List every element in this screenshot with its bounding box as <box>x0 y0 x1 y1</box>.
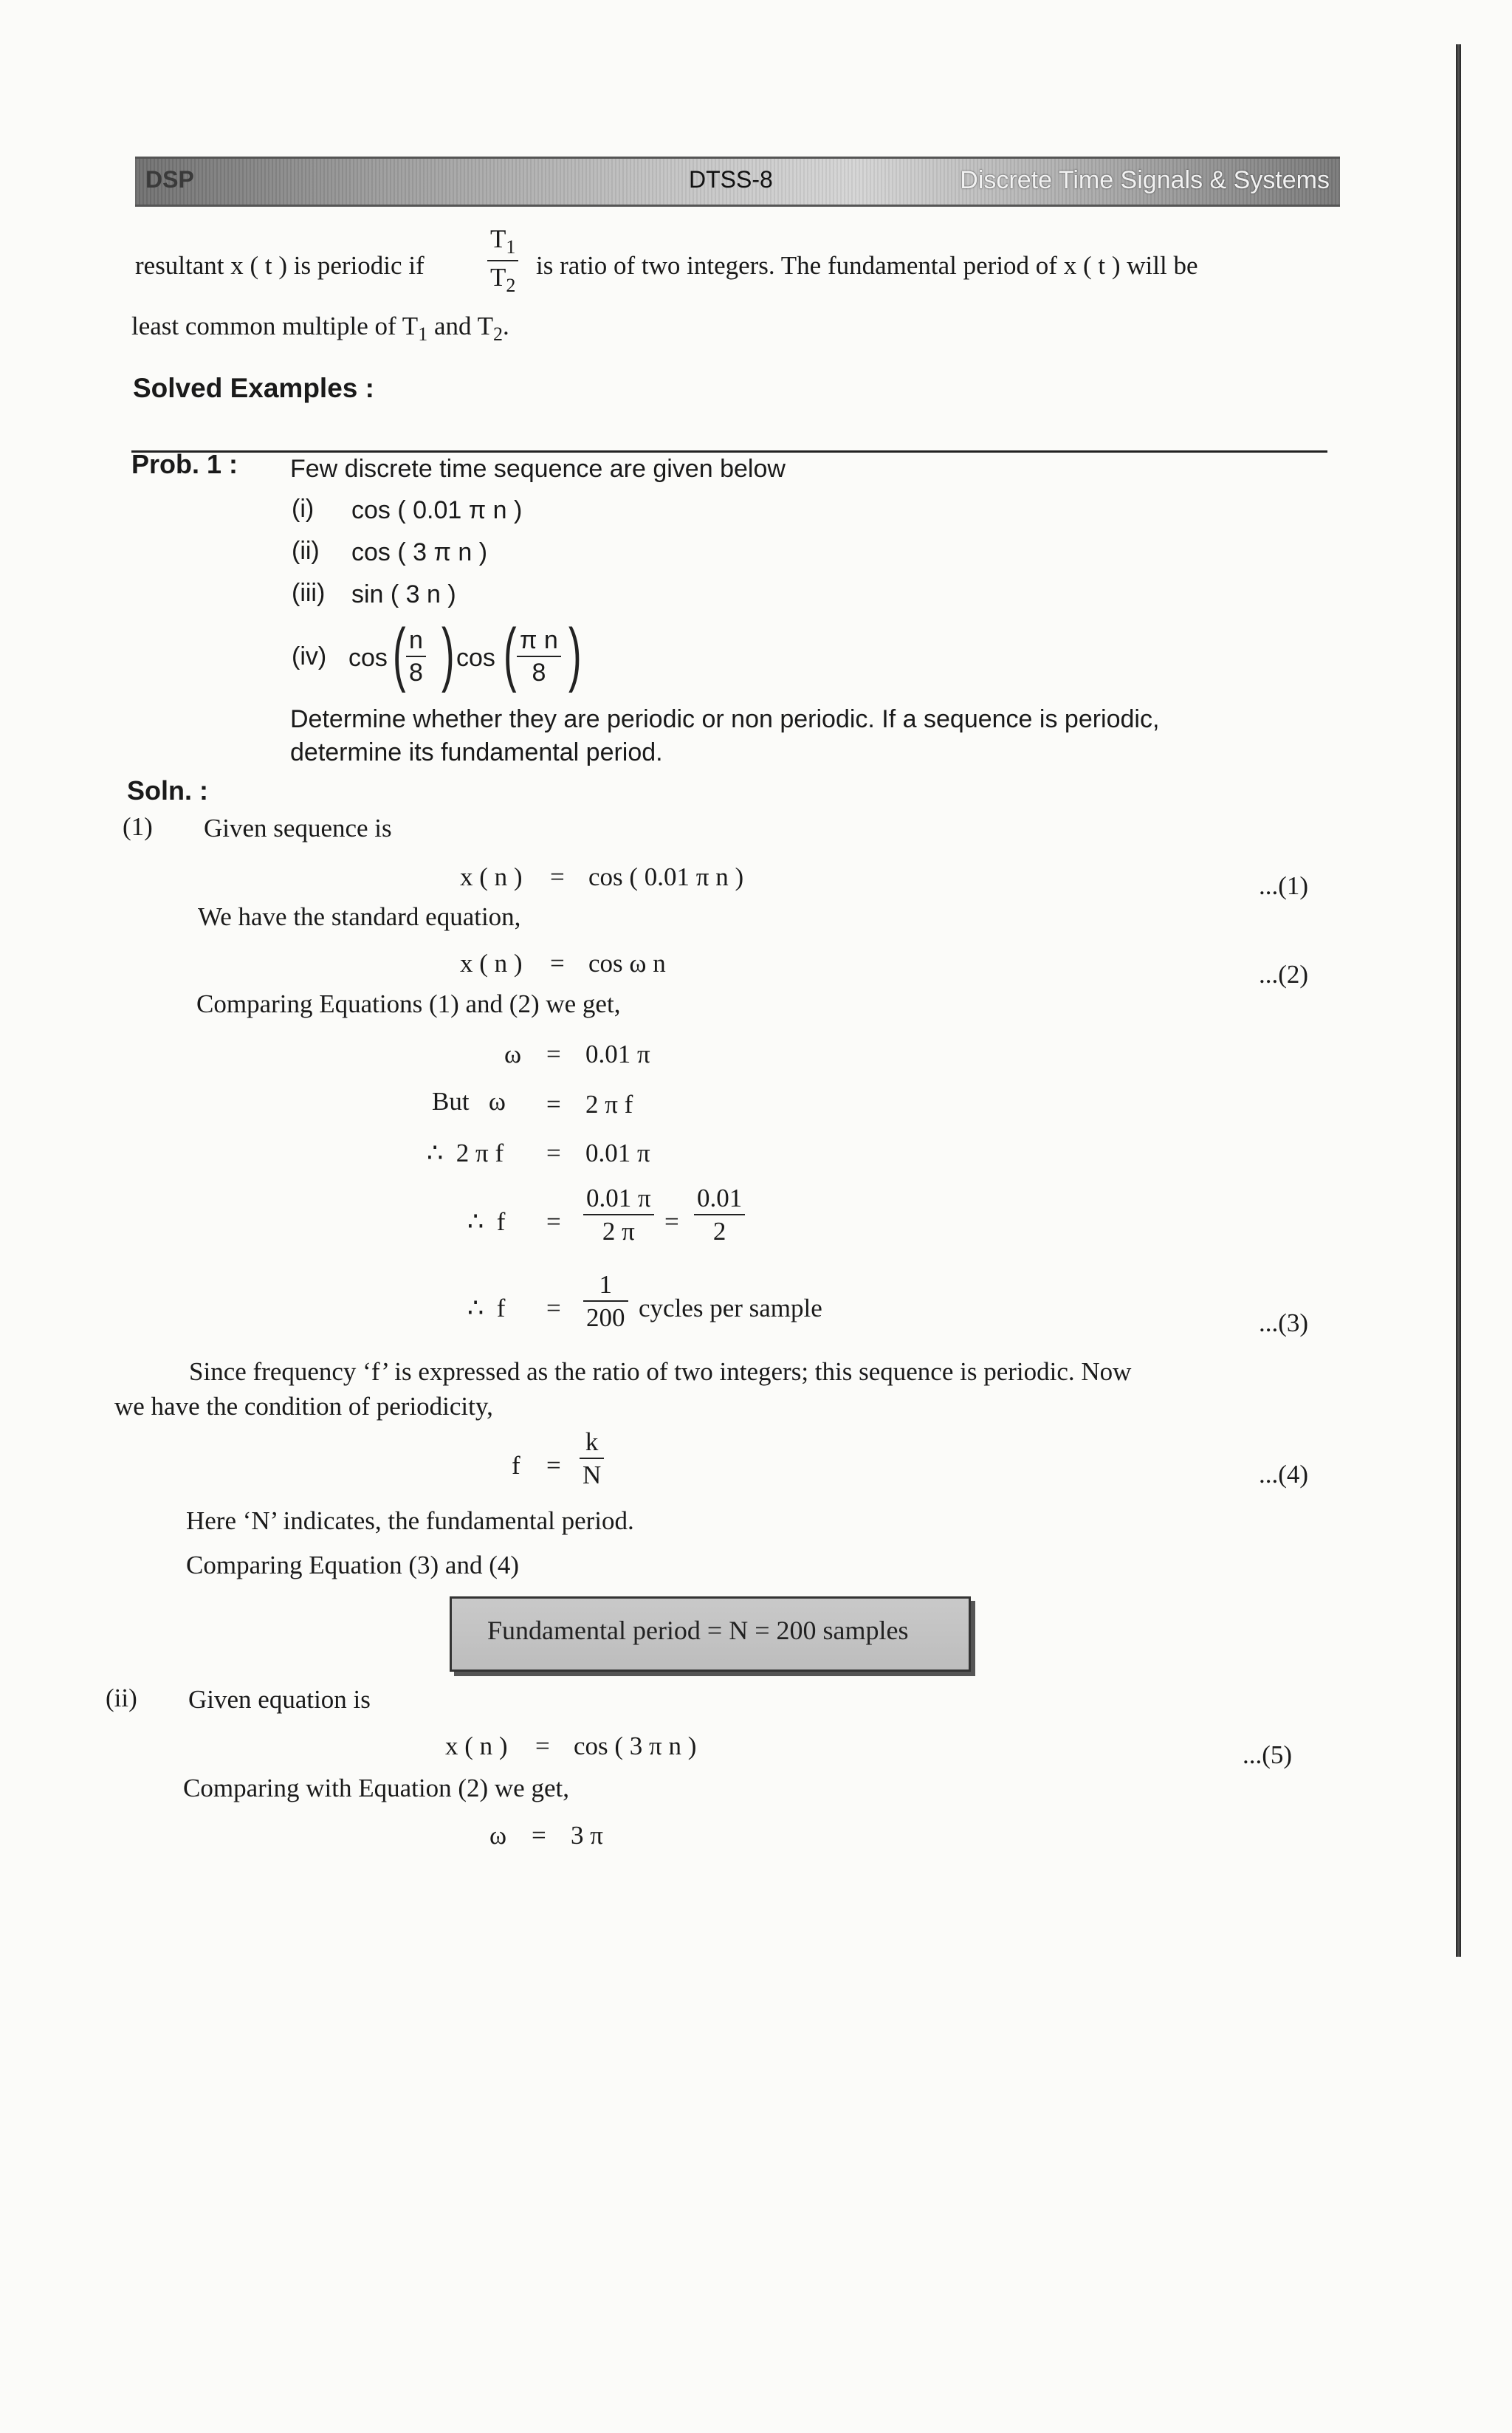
equation-equals: = <box>546 1090 561 1119</box>
equation-lhs: x ( n ) <box>460 862 523 891</box>
equation-rhs: cos ( 3 π n ) <box>574 1732 697 1760</box>
fraction-0.01-over-2: 0.01 2 <box>694 1185 745 1244</box>
problem-statement: Few discrete time sequence are given below <box>290 455 786 483</box>
problem-item-text: cos ( 3 π n ) <box>351 538 488 566</box>
problem-item-text: cos ( 0.01 π n ) <box>351 496 523 524</box>
equation-equals: = <box>546 1451 561 1480</box>
body-text: Here ‘N’ indicates, the fundamental period. <box>186 1506 634 1535</box>
solution-label: Soln. : <box>127 775 208 806</box>
fraction-k-over-N: k N <box>580 1429 604 1488</box>
equation-rhs: 3 π <box>571 1821 603 1850</box>
equation-tag: ...(3) <box>1259 1308 1309 1337</box>
equation-equals: = <box>535 1732 550 1760</box>
equation-equals: = <box>550 949 565 978</box>
equation-lhs: f <box>512 1451 520 1480</box>
fraction-n-over-8: n 8 <box>406 628 426 685</box>
determine-text-1: Determine whether they are periodic or non periodic. If a sequence is periodic, <box>290 705 1160 733</box>
left-paren: ( <box>504 614 517 693</box>
determine-text-2: determine its fundamental period. <box>290 738 663 766</box>
equation-lhs: ω <box>504 1040 522 1068</box>
binding-edge <box>1456 44 1461 1957</box>
part-number: (1) <box>123 812 153 841</box>
body-text: Comparing with Equation (2) we get, <box>183 1774 569 1802</box>
header-chapter-title: Discrete Time Signals & Systems <box>960 166 1330 194</box>
problem-item-text: sin ( 3 n ) <box>351 580 456 608</box>
equation-equals: = <box>546 1207 561 1236</box>
intro-text-a: resultant x ( t ) is periodic if <box>135 251 425 280</box>
cos-label: cos <box>348 644 388 672</box>
problem-item-num: (iv) <box>292 642 327 670</box>
left-paren: ( <box>393 614 406 693</box>
right-paren: ) <box>568 614 582 693</box>
equation-lhs: ∴ f <box>467 1207 506 1236</box>
intro-text-b: is ratio of two integers. The fundamental period of x ( t ) will be <box>536 251 1198 280</box>
equation-equals: = <box>532 1821 546 1850</box>
right-paren: ) <box>441 614 455 693</box>
equation-equals: = <box>546 1139 561 1167</box>
equation-rhs: cos ω n <box>588 949 666 978</box>
section-divider <box>131 450 1327 453</box>
header-page-number: DTSS-8 <box>689 166 773 193</box>
page-header <box>135 157 1340 207</box>
equation-equals: = <box>664 1207 679 1236</box>
problem-item-num: (i) <box>292 495 315 523</box>
result-box <box>450 1596 971 1672</box>
cos-label: cos <box>456 644 495 672</box>
equation-rhs: 0.01 π <box>585 1139 650 1167</box>
part-text: Given sequence is <box>204 814 392 843</box>
equation-equals: = <box>546 1040 561 1068</box>
equation-tag: ...(4) <box>1259 1460 1309 1489</box>
body-text: Comparing Equation (3) and (4) <box>186 1551 520 1579</box>
body-text: Since frequency ‘f’ is expressed as the ratio of two integers; this sequence is periodic. Now <box>189 1357 1132 1386</box>
body-text: we have the condition of periodicity, <box>114 1392 493 1421</box>
equation-lhs: ω <box>489 1821 507 1850</box>
equation-lhs: x ( n ) <box>445 1732 508 1760</box>
intro-fraction: $T_1$ $T_2$ <box>487 226 518 295</box>
problem-label: Prob. 1 : <box>131 449 238 479</box>
equation-lhs: ∴ 2 π f <box>427 1139 504 1167</box>
equation-rhs: 0.01 π <box>585 1040 650 1068</box>
equation-rhs: cos ( 0.01 π n ) <box>588 862 744 891</box>
equation-rhs: 2 π f <box>585 1090 633 1119</box>
equation-lhs: ∴ f <box>467 1294 506 1322</box>
intro-text-line2: least common multiple of $T_1$ and $T_2$. <box>131 312 509 345</box>
equation-tag: ...(1) <box>1259 871 1309 900</box>
equation-lhs: But ω <box>432 1087 506 1116</box>
body-text: Comparing Equations (1) and (2) we get, <box>196 989 621 1018</box>
fraction-1-over-200: 1 200 <box>583 1272 628 1331</box>
section-heading: Solved Examples : <box>133 373 374 403</box>
problem-item-num: (ii) <box>292 537 320 565</box>
equation-lhs: x ( n ) <box>460 949 523 978</box>
header-book-code: DSP <box>145 166 194 193</box>
equation-rhs: cycles per sample <box>639 1294 822 1322</box>
body-text: We have the standard equation, <box>198 902 521 931</box>
part-number: (ii) <box>106 1684 137 1712</box>
problem-item-num: (iii) <box>292 579 326 607</box>
equation-tag: ...(2) <box>1259 960 1309 989</box>
result-text: Fundamental period = N = 200 samples <box>487 1616 909 1645</box>
equation-tag: ...(5) <box>1243 1740 1293 1769</box>
fraction-0.01pi-over-2pi: 0.01 π 2 π <box>583 1185 654 1244</box>
part-text: Given equation is <box>188 1685 371 1714</box>
equation-equals: = <box>550 862 565 891</box>
fraction-pin-over-8: π n 8 <box>517 628 561 685</box>
equation-equals: = <box>546 1294 561 1322</box>
